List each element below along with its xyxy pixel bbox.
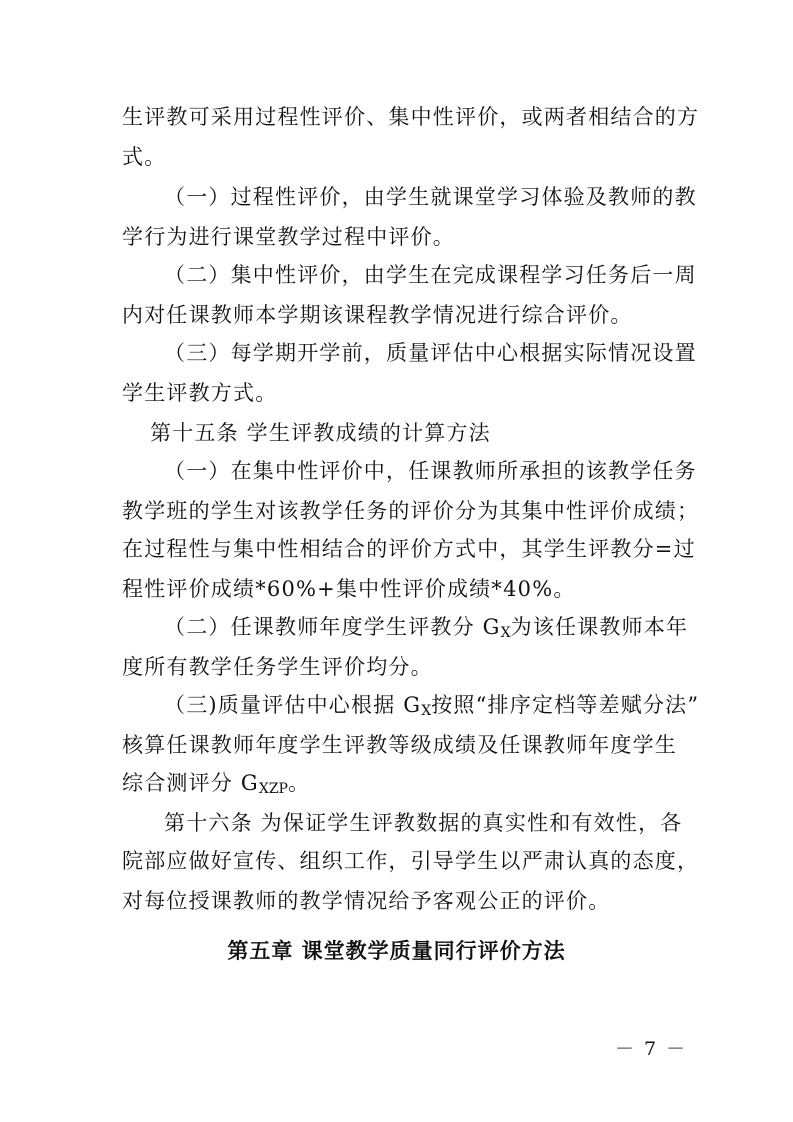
article14-intro-line1: 生评教可采用过程性评价、集中性评价，或两者相结合的方 xyxy=(122,105,700,129)
article14-item2-line2: 内对任课教师本学期该课程教学情况进行综合评价。 xyxy=(122,303,633,327)
article15-item3-line3 xyxy=(122,768,310,804)
article15-item1-line4: 程性评价成绩*60%+集中性评价成绩*40%。 xyxy=(122,577,576,601)
item3-text-after: 按照“排序定档等差赋分法” xyxy=(431,693,700,717)
item3-line3-subscript: XZP xyxy=(258,781,288,797)
article15-item2-line2: 度所有教学任务学生评价均分。 xyxy=(122,655,433,679)
article14-item1-line2: 学行为进行课堂教学过程中评价。 xyxy=(122,225,455,249)
article14-item3-line2: 学生评教方式。 xyxy=(122,381,278,405)
article15-item1-line3: 在过程性与集中性相结合的评价方式中，其学生评教分=过 xyxy=(122,537,696,561)
article15-item2-line1 xyxy=(164,612,688,648)
article16-line2: 院部应做好宣传、组织工作，引导学生以严肃认真的态度， xyxy=(122,849,700,873)
item2-text-after: 为该任课教师本年 xyxy=(510,615,689,639)
article14-item3-line1: （三）每学期开学前，质量评估中心根据实际情况设置 xyxy=(164,341,697,365)
article15-item1-line1: （一）在集中性评价中，任课教师所承担的该教学任务 xyxy=(164,459,697,483)
article15-item3-line2: 核算任课教师年度学生评教等级成绩及任课教师年度学生 xyxy=(122,733,677,757)
article15-title: 第十五条 学生评教成绩的计算方法 xyxy=(150,421,491,445)
article16-line3: 对每位授课教师的教学情况给予客观公正的评价。 xyxy=(122,889,611,913)
article16-line1: 第十六条 为保证学生评教数据的真实性和有效性，各 xyxy=(164,811,683,835)
article14-item2-line1: （二）集中性评价，由学生在完成课程学习任务后一周 xyxy=(164,263,697,287)
item3-line3-text-before: 综合测评分 G xyxy=(122,771,259,795)
article15-item1-line2: 教学班的学生对该教学任务的评价分为其集中性评价成绩； xyxy=(122,499,700,523)
page-number: － 7 － xyxy=(615,1038,688,1060)
chapter5-heading: 第五章 课堂教学质量同行评价方法 xyxy=(227,939,566,963)
article14-item1-line1: （一）过程性评价，由学生就课堂学习体验及教师的教 xyxy=(164,185,697,209)
article15-item3-line1 xyxy=(164,690,699,726)
article14-intro-line2: 式。 xyxy=(122,145,167,169)
item3-subscript: X xyxy=(421,703,432,719)
item2-text-before: （二）任课教师年度学生评教分 G xyxy=(164,615,501,639)
item3-line3-text-after: 。 xyxy=(287,771,311,795)
item3-text-before: （三)质量评估中心根据 G xyxy=(164,693,422,717)
item2-subscript: X xyxy=(500,625,511,641)
